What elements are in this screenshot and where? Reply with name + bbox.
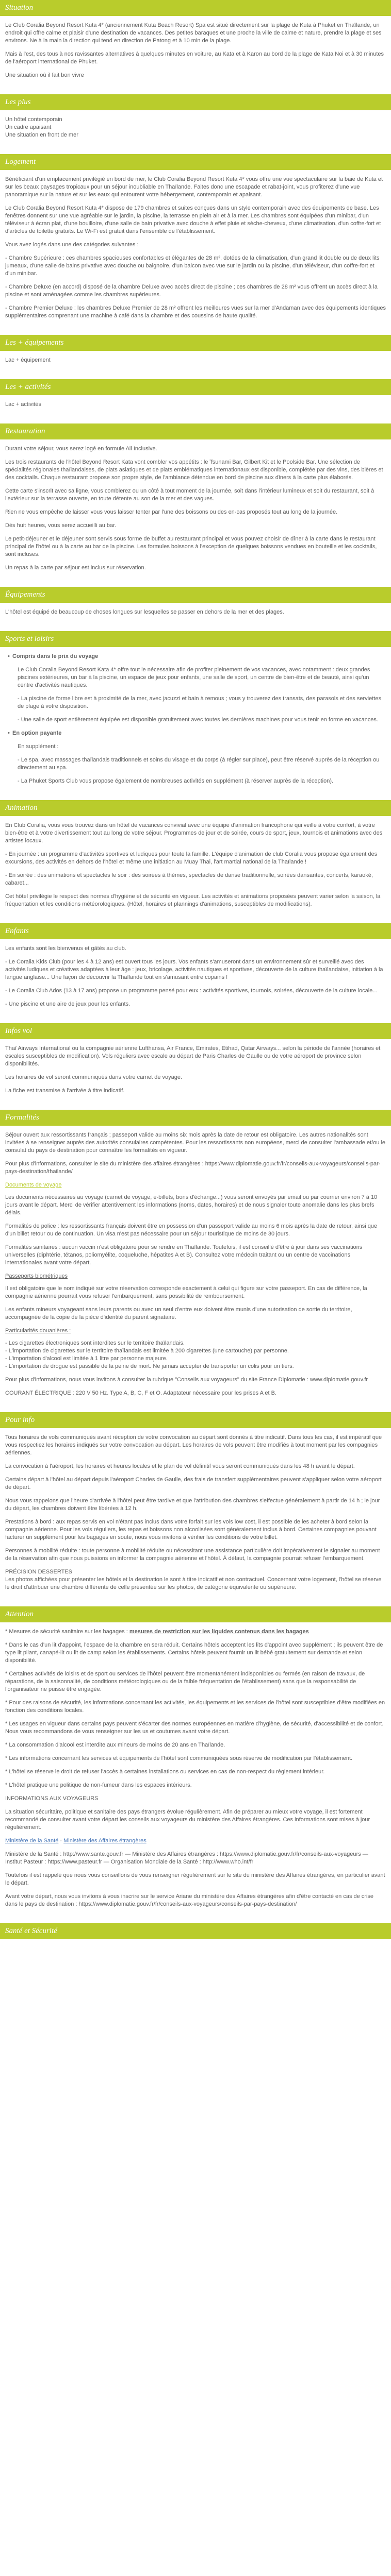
formalites-paragraph-13: COURANT ÉLECTRIQUE : 220 V 50 Hz. Type A, B, C, F et O. Adaptateur nécessaire pour les prises A et B. bbox=[5, 1390, 276, 1396]
section-title-activites: Les + activités bbox=[0, 379, 391, 395]
pour-info-paragraph-3: Certains départ à l'hôtel au départ depuis l'aéroport Charles de Gaulle, des frais de transfert supplémentaires peuvent s'appliquer selon votre aéroport de départ. bbox=[5, 1477, 382, 1490]
formalites-paragraph-1: Séjour ouvert aux ressortissants français ; passeport valide au moins six mois après la date de retour est obligatoire. Les autres nationalités sont invitées à se renseigner auprès des autorités consulaires compétentes. Pour les ressortissants non européens, merci de consulter l'ambassade et/ou le consulat du pays de destination pour connaître les formalités en vigueur. bbox=[5, 1132, 386, 1154]
sports-option-bullet: • En option payante bbox=[8, 730, 62, 736]
section-title-formalites: Formalités bbox=[0, 1110, 391, 1126]
situation-paragraph-2: Mais à l'est, des tous à nos ravissantes alternatives à quelques minutes en voiture, au Kata et à Karon au bord de la plage de Kata Noi et à 30 minutes de l'aéroport international de Phuket. bbox=[5, 51, 384, 65]
equipements-plus-section bbox=[0, 335, 391, 379]
attention-paragraph-3: * Certaines activités de loisirs et de sport ou services de l'hôtel peuvent être momentanément indisponibles ou fermés (en raison de travaux, de réparations, de la saisonnalité, de conditions météorologiques ou de la faible fréquentation de l'établissement) sans que la responsabilité de l'organisateur ne puisse être engagée. bbox=[5, 1671, 365, 1692]
sports-paragraph-2: - La piscine de forme libre est à proximité de la mer, avec jacuzzi et bain à remous ; vous y trouverez des transats, des parasols et des serviettes de plage à votre disposition. bbox=[18, 696, 381, 709]
situation-paragraph-1: Le Club Coralia Beyond Resort Kuta 4* (anciennement Kuta Beach Resort) Spa est situé directement sur la plage de Kuta à Phuket en Thaïlande, un endroit qui offre calme et plaisir d'une destination de vacances. Des petites baraques et une proche la ville de calme et nature, prendre la plage et ses environs. Ne à la main la direction qui tend en direction de Patong et à 10 min de la plage. bbox=[5, 22, 382, 44]
formalites-customs-1: - Les cigarettes électroniques sont interdites sur le territoire thaïlandais. bbox=[5, 1340, 185, 1346]
pour-info-paragraph-1: Tous horaires de vols communiqués avant réception de votre convocation au départ sont donnés à titre indicatif. Dans tous les cas, il est impératif que vous respectiez les horaires indiqués sur votre convocation au départ. Les horaires de vols peuvent être modifiés à tout moment par les compagnies aériennes. bbox=[5, 1434, 382, 1456]
formalites-paragraph-4: Formalités de police : les ressortissants français doivent être en possession d'un passeport valide au moins 6 mois après la date de retour, ainsi que d'un billet retour ou de continuation. Un visa n'est pas nécessaire pour un séjour touristique de moins de 30 jours. bbox=[5, 1223, 378, 1237]
formalites-customs-3: - L'importation d'alcool est limitée à 1 litre par personne majeure. bbox=[5, 1355, 168, 1362]
section-title-pour-info: Pour info bbox=[0, 1412, 391, 1428]
formalites-subheading-passeports: Passeports biométriques bbox=[5, 1273, 68, 1279]
animation-paragraph-2: - En journée : un programme d'activités sportives et ludiques pour toute la famille. L'équipe d'animation de club Coralia vous propose également des excursions, des activités en dehors de l'hôtel et même une initiation au Muay Thai, l'art martial national de la Thaïlande ! bbox=[5, 851, 378, 865]
enfants-paragraph-3: - Le Coralia Club Ados (13 à 17 ans) propose un programme pensé pour eux : activités sportives, tournois, soirées, découverte de la culture locale... bbox=[5, 988, 378, 994]
attention-paragraph-6: * La consommation d'alcool est interdite aux mineurs de moins de 20 ans en Thaïlande. bbox=[5, 1742, 225, 1748]
infos-vol-section bbox=[0, 1023, 391, 1110]
attention-paragraph-1 bbox=[5, 1628, 386, 1636]
informations-label: INFORMATIONS AUX VOYAGEURS bbox=[5, 1795, 99, 1802]
plus-item-2: Un cadre apaisant bbox=[5, 124, 52, 130]
infos-paragraph-1: Thaï Airways International ou la compagnie aérienne Lufthansa, Air France, Emirates, Etihad, Qatar Airways... selon la période de l'année (horaires et escales susceptibles de modification). Vols réguliers avec escale au départ de Paris Charles de Gaulle ou de votre aéroport de province selon disponibilités. bbox=[5, 1045, 381, 1067]
equipes-paragraph: L'hôtel est équipé de beaucoup de choses longues sur lesquelles se passer en dehors de la mer et des plages. bbox=[5, 609, 284, 615]
attention-paragraph-5: * Les usages en vigueur dans certains pays peuvent s'écarter des normes européennes en matière d'hygiène, de sécurité, d'accessibilité et de confort. Nous vous recommandons de vous renseigner sur les us et coutumes avant votre départ. bbox=[5, 1721, 384, 1735]
formalites-subheading-douane: Particularités douanières : bbox=[5, 1328, 71, 1334]
attention-paragraph-8: * L'hôtel se réserve le droit de refuser l'accès à certaines installations ou services en cas de non-respect du règlement intérieur. bbox=[5, 1769, 325, 1775]
formalites-section bbox=[0, 1110, 391, 1412]
situation-paragraph-3: Une situation où il fait bon vivre bbox=[5, 72, 84, 78]
equipements-paragraph: Lac + équipement bbox=[5, 357, 51, 363]
logement-paragraph-3: Vous avez logés dans une des catégories suivantes : bbox=[5, 242, 139, 248]
animation-paragraph-4: Cet hôtel privilégie le respect des normes d'hygiène et de sécurité en vigueur. Les activités et animations proposées peuvent varier selon la saison, la fréquentation et les conditions météorologiques. (Hôtel, horaires et plannings d'animations, susceptibles de modifications). bbox=[5, 893, 381, 907]
logement-section bbox=[0, 154, 391, 335]
sante-section bbox=[0, 1923, 391, 1939]
enfants-paragraph-2: - Le Coralia Kids Club (pour les 4 à 12 ans) est ouvert tous les jours. Vos enfants s'amuseront dans un environnement sûr et surveillé avec des activités ludiques et créatives adaptées à leur âge : jeux, bricolage, activités nautiques et sportives, découverte de la culture thaïlandaise, initiation à la langue anglaise... Une façon de découvrir la Thaïlande tout en s'amusant entre copains ! bbox=[5, 959, 383, 980]
restauration-paragraph-1: Durant votre séjour, vous serez logé en formule All Inclusive. bbox=[5, 446, 157, 452]
attention-section bbox=[0, 1606, 391, 1923]
animation-paragraph-3: - En soirée : des animations et spectacles le soir : des soirées à thèmes, spectacles de danse traditionnelle, soirées dansantes, concerts, karaoké, cabaret... bbox=[5, 872, 373, 886]
restauration-paragraph-5: Dès huit heures, vous serez accueilli au bar. bbox=[5, 522, 117, 529]
restauration-paragraph-3: Cette carte s'inscrit avec sa ligne, vous comblerez ou un côté à tout moment de la journée, soit dans l'intérieur lumineux et soit du restaurant, soit à l'extérieur sur la terrasse ouverte, en toute détente au son de la mer et des vagues. bbox=[5, 488, 374, 502]
plus-section bbox=[0, 94, 391, 154]
restauration-paragraph-7: Un repas à la carte par séjour est inclus sur réservation. bbox=[5, 565, 146, 571]
enfants-paragraph-1: Les enfants sont les bienvenus et gâtés au club. bbox=[5, 945, 126, 952]
restauration-paragraph-6: Le petit-déjeuner et le déjeuner sont servis sous forme de buffet au restaurant principal et vous pouvez choisir de dîner à la carte dans le restaurant principal de l'hôtel ou à la carte au bar de la piscine. Les formules boissons à l'exception de quelques boissons vendues en bouteille et les cocktails, sont incluses. bbox=[5, 536, 377, 557]
formalites-paragraph-12: Pour plus d'informations, nous vous invitons à consulter la rubrique "Conseils aux voyageurs" du site France Diplomatie : www.diplomatie.gouv.fr bbox=[5, 1377, 368, 1383]
attention-paragraph-2: * Dans le cas d'un lit d'appoint, l'espace de la chambre en sera réduit. Certains hôtels acceptent les lits d'appoint avec supplément ; ils peuvent être de type lit pliant, canapé-lit ou lit de camp selon les établissements. Certains hôtels peuvent fournir un lit bébé gratuitement sur demande et selon disponibilité. bbox=[5, 1642, 383, 1664]
formalites-paragraph-3: Les documents nécessaires au voyage (carnet de voyage, e-billets, bons d'échange...) vous seront envoyés par email ou par courrier environ 7 à 10 jours avant le départ. Merci de vérifier attentivement les informations (noms, dates, horaires) et de nous signaler toute anomalie dans les plus brefs délais. bbox=[5, 1194, 378, 1216]
informations-paragraph-4: Avant votre départ, nous vous invitons à vous inscrire sur le service Ariane du ministère des Affaires étrangères afin d'être contacté en cas de crise dans le pays de destination : https://www.diplomatie.gouv.fr/fr/conseils-aux-voyageurs/conseils-par-pays-destination/ bbox=[5, 1893, 374, 1907]
liquids-restriction-link[interactable]: mesures de restriction sur les liquides contenus dans les bagages bbox=[129, 1629, 309, 1635]
section-title-equipements: Les + équipements bbox=[0, 335, 391, 351]
activites-paragraph: Lac + activités bbox=[5, 401, 42, 408]
formalites-paragraph-6: Il est obligatoire que le nom indiqué sur votre réservation corresponde exactement à celui qui figure sur votre passeport. En cas de différence, la compagnie aérienne pourrait vous refuser l'embarquement, sans possibilité de remboursement. bbox=[5, 1285, 367, 1299]
section-title-restauration: Restauration bbox=[0, 423, 391, 439]
section-title-infos-vol: Infos vol bbox=[0, 1023, 391, 1039]
logement-category-3: - Chambre Premier Deluxe : les chambres Deluxe Premier de 28 m² offrent les meilleures vues sur la mer d'Andaman avec des équipements identiques supplémentaires comprenant une machine à café dans la chambre et des coussins de haute qualité. bbox=[5, 305, 386, 319]
formalites-paragraph-2: Pour plus d'informations, consulter le site du ministère des affaires étrangères : https://www.diplomatie.gouv.fr/fr/conseils-aux-voyageurs/conseils-par-pays-destination/thailande/ bbox=[5, 1161, 381, 1175]
pour-info-paragraph-4: Nous vous rappelons que l'heure d'arrivée à l'hôtel peut être tardive et que l'attribution des chambres s'effectue généralement à partir de 14 h ; le jour du départ, les chambres doivent être libérées à 12 h. bbox=[5, 1498, 380, 1512]
sports-included-label: Compris dans le prix du voyage bbox=[12, 653, 99, 659]
pour-info-section bbox=[0, 1412, 391, 1606]
informations-paragraph-2: Ministère de la Santé : http://www.sante.gouv.fr — Ministère des Affaires étrangères : https://www.diplomatie.gouv.fr/fr/conseils-aux-voyageurs — Institut Pasteur : https://www.pasteur.fr — Organisation Mondiale de la Santé : http://www.who.int/fr bbox=[5, 1851, 368, 1865]
attention-paragraph-7: * Les informations concernant les services et équipements de l'hôtel sont communiquées sous réserve de modification par l'établissement. bbox=[5, 1755, 353, 1761]
section-title-equipes: Équipements bbox=[0, 587, 391, 603]
logement-category-1: - Chambre Supérieure : ces chambres spacieuses confortables et élégantes de 28 m², dotées de la climatisation, d'un grand lit double ou de deux lits jumeaux, d'une salle de bains privative avec douche ou baignoire, d'un balcon avec vue sur le jardin ou la piscine, d'un téléviseur, d'un coffre-fort et d'un minibar. bbox=[5, 255, 380, 277]
sports-paragraph-6: - La Phuket Sports Club vous propose également de nombreuses activités en supplément (à réserver auprès de la réception). bbox=[18, 778, 334, 784]
activites-plus-section bbox=[0, 379, 391, 423]
informations-paragraph-1: La situation sécuritaire, politique et sanitaire des pays étrangers évolue régulièrement. Afin de préparer au mieux votre voyage, il est fortement recommandé de consulter avant votre départ les conseils aux voyageurs du ministère des Affaires étrangères. Ces informations sont mises à jour régulièrement. bbox=[5, 1809, 370, 1831]
pour-info-paragraph-8: Les photos affichées pour présenter les hôtels et la destination le sont à titre indicatif et non contractuel. Concernant votre logement, l'hôtel se réserve le droit d'attribuer une chambre différente de celle présentée sur les photos, de catégorie équivalente ou supérieure. bbox=[5, 1577, 382, 1590]
enfants-section bbox=[0, 923, 391, 1023]
formalites-customs-2: - L'importation de cigarettes sur le territoire thaïlandais est limitée à 200 cigarettes (une cartouche) par personne. bbox=[5, 1348, 289, 1354]
formalites-paragraph-7: Les enfants mineurs voyageant sans leurs parents ou avec un seul d'entre eux doivent être munis d'une autorisation de sortie du territoire, accompagnée de la copie de la pièce d'identité du parent signataire. bbox=[5, 1307, 352, 1320]
sports-paragraph-4: En supplément : bbox=[18, 743, 59, 750]
pour-info-paragraph-5: Prestations à bord : aux repas servis en vol n'étant pas inclus dans votre forfait sur les vols low cost, il est possible de les acheter à bord selon la compagnie aérienne. Pour les vols réguliers, les repas et boissons non alcoolisées sont généralement inclus à bord. Certaines compagnies pouvant facturer un supplément pour les bagages en soute, nous vous invitons à vérifier les conditions de votre billet. bbox=[5, 1519, 377, 1540]
section-title-animation: Animation bbox=[0, 800, 391, 816]
sports-paragraph-1: Le Club Coralia Beyond Resort Kata 4* offre tout le nécessaire afin de profiter pleinement de vos vacances, avec notamment : deux grandes piscines extérieures, un bar à la piscine, un espace de jeux pour enfants, une salle de sport, un centre de bien-être et de beauté, ainsi qu'un centre d'activités nautiques. bbox=[18, 667, 370, 688]
formalites-paragraph-5: Formalités sanitaires : aucun vaccin n'est obligatoire pour se rendre en Thaïlande. Toutefois, il est conseillé d'être à jour dans ses vaccinations universelles (diphtérie, tétanos, poliomyélite, coqueluche, hépatites A et B). Consultez votre médecin traitant ou un centre de vaccinations internationales avant votre départ. bbox=[5, 1244, 363, 1266]
attention-paragraph-9: * L'hôtel pratique une politique de non-fumeur dans les espaces intérieurs. bbox=[5, 1782, 192, 1788]
plus-item-3: Une situation en front de mer bbox=[5, 132, 78, 138]
section-title-plus: Les plus bbox=[0, 94, 391, 110]
section-title-sante: Santé et Sécurité bbox=[0, 1923, 391, 1939]
restauration-paragraph-4: Rien ne vous empêche de laisser vous vous laisser tenter par l'une des boissons ou des en-cas proposés tout au long de la journée. bbox=[5, 509, 338, 515]
animation-paragraph-1: En Club Coralia, vous vous trouvez dans un hôtel de vacances convivial avec une équipe d'animation francophone qui veille à votre confort, à votre bien-être et à votre divertissement tout au long de votre séjour. Programmes de jour et de soirée, cours de sport, jeux, tournois et animations avec des artistes locaux. bbox=[5, 822, 383, 844]
infos-paragraph-3: La fiche est transmise à l'arrivée à titre indicatif. bbox=[5, 1088, 125, 1094]
restauration-section bbox=[0, 423, 391, 587]
informations-links: Ministère de la Santé · Ministère des Affaires étrangères bbox=[5, 1838, 146, 1844]
infos-paragraph-2: Les horaires de vol seront communiqués dans votre carnet de voyage. bbox=[5, 1074, 183, 1080]
section-title-attention: Attention bbox=[0, 1606, 391, 1622]
situation-section bbox=[0, 0, 391, 94]
logement-paragraph-2: Le Club Coralia Beyond Resort Kuta 4* dispose de 179 chambres et suites conçues dans un style contemporain avec des équipements de base. Les fenêtres donnent sur une vue agréable sur le jardin, la piscine, la terrasse en plein air et à la mer. Les chambres sont équipées d'un minibar, d'un téléviseur à écran plat, d'une bouilloire, d'une salle de bain privative avec douche à effet pluie et sèche-cheveux, d'une climatisation, d'un coffre-fort et d'articles de toilette gratuits. Le Wi-Fi est gratuit dans l'ensemble de l'établissement. bbox=[5, 205, 381, 234]
pour-info-paragraph-6: Personnes à mobilité réduite : toute personne à mobilité réduite ou nécessitant une assistance particulière doit impérativement le signaler au moment de la réservation afin que nous puissions en informer la compagnie aérienne et l'hôtel. À défaut, la compagnie pourrait refuser l'embarquement. bbox=[5, 1548, 380, 1562]
section-title-enfants: Enfants bbox=[0, 923, 391, 939]
sports-option-label: En option payante bbox=[12, 730, 62, 736]
attention-paragraph-4: * Pour des raisons de sécurité, les informations concernant les activités, les équipements et les services de l'hôtel sont susceptibles d'être modifiées en fonction des conditions locales. bbox=[5, 1700, 385, 1714]
sports-included-bullet: • Compris dans le prix du voyage bbox=[8, 653, 99, 659]
equipes-section bbox=[0, 587, 391, 631]
formalites-customs-4: - L'importation de drogue est passible de la peine de mort. Ne jamais accepter de transporter un colis pour un tiers. bbox=[5, 1363, 294, 1369]
logement-category-2: - Chambre Deluxe (en accord) disposé de la chambre Deluxe avec accès direct de piscine ; ces chambres de 28 m² vous offrent un accès direct à la piscine et sont aménagées comme les chambres supérieures. bbox=[5, 284, 378, 298]
pour-info-paragraph-7: PRÉCISION DESSERTES bbox=[5, 1569, 72, 1575]
restauration-paragraph-2: Les trois restaurants de l'hôtel Beyond Resort Kata vont combler vos appétits : le Tsunami Bar, Gilbert Kit et le Poolside Bar. Une sélection de spécialités régionales thaïlandaises, de plats asiatiques et de plats emblématiques internationaux est disponible, complétée par des vins, des bières et des cocktails. Chaque restaurant propose son propre style, de l'ambiance détendue en bord de piscine aux dîners à la carte plus élaborés. bbox=[5, 459, 383, 481]
ministere-affaires-etrangeres-link[interactable]: Ministère des Affaires étrangères bbox=[63, 1838, 146, 1844]
sports-paragraph-3: - Une salle de sport entièrement équipée est disponible gratuitement avec toutes les dernières machines pour vous tenir en forme en vacances. bbox=[18, 717, 378, 723]
ministere-sante-link[interactable]: Ministère de la Santé bbox=[5, 1838, 59, 1844]
section-title-logement: Logement bbox=[0, 154, 391, 170]
section-title-situation: Situation bbox=[0, 0, 391, 16]
formalites-subheading-documents: Documents de voyage bbox=[5, 1182, 62, 1188]
informations-paragraph-3: Toutefois il est rappelé que nous vous conseillons de vous renseigner régulièrement sur le site du ministère des Affaires étrangères, en particulier avant le départ. bbox=[5, 1872, 385, 1886]
enfants-paragraph-4: - Une piscine et une aire de jeux pour les enfants. bbox=[5, 1001, 131, 1007]
logement-paragraph-1: Bénéficiant d'un emplacement privilégié en bord de mer, le Club Coralia Beyond Resort Kuta 4* vous offre une vue spectaculaire sur la baie de Kuta et sur les beaux paysages tropicaux pour un séjour inoubliable en Thaïlande. Faites donc une escapade et rabat-joint, vous profiterez d'une vue panoramique sur la nature et sur les eaux qui entourent votre hébergement, contemporain et apaisant. bbox=[5, 176, 383, 198]
pour-info-paragraph-2: La convocation à l'aéroport, les horaires et heures locales et le plan de vol définitif vous seront communiqués dans les 48 h avant le départ. bbox=[5, 1463, 355, 1469]
attention-paragraph-1-text: * Mesures de sécurité sanitaire sur les bagages : bbox=[5, 1629, 128, 1635]
plus-item-1: Un hôtel contemporain bbox=[5, 116, 62, 123]
sports-section bbox=[0, 631, 391, 800]
section-title-sports: Sports et loisirs bbox=[0, 631, 391, 647]
sports-paragraph-5: - Le spa, avec massages thaïlandais traditionnels et soins du visage et du corps (à régler sur place), peut être réservé auprès de la réception ou directement au spa. bbox=[18, 757, 380, 771]
animation-section bbox=[0, 800, 391, 923]
